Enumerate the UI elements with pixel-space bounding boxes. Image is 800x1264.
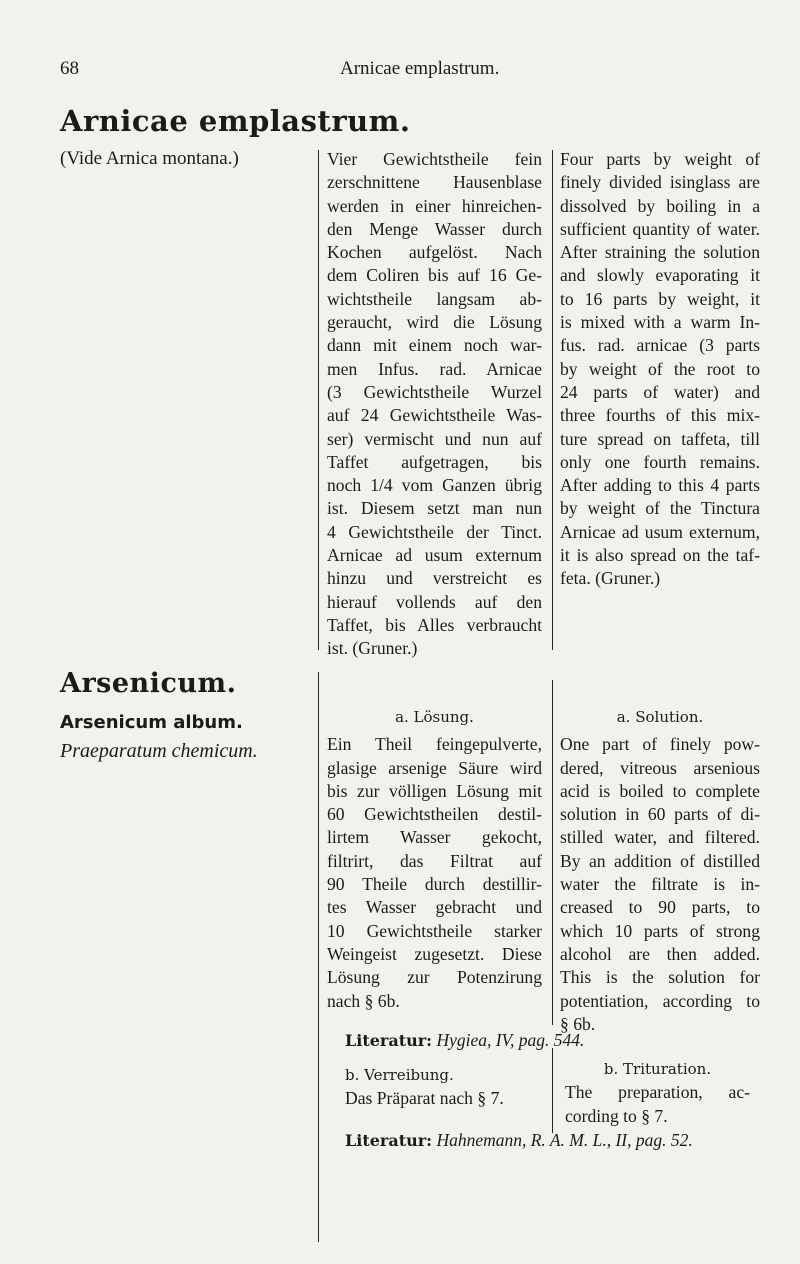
german-arnicae-line: (3 Gewichtstheile Wurzel: [327, 381, 542, 402]
english-solution-line: potentiation, according to: [560, 990, 760, 1011]
english-arnicae-line: only one fourth remains.: [560, 451, 760, 472]
german-solution-line: tes Wasser gebracht und: [327, 897, 542, 918]
english-arnicae-line: by weight of the Tinctura: [560, 498, 760, 519]
german-arnicae-line: men Infus. rad. Arnicae: [327, 358, 542, 379]
english-arnicae-line: fus. rad. arnicae (3 parts: [560, 335, 760, 356]
english-arnicae-line: dissolved by boiling in a: [560, 195, 760, 216]
german-arnicae-line: 4 Gewichtstheile der Tinct.: [327, 521, 542, 542]
german-arnicae-line: dem Coliren bis auf 16 Ge-: [327, 265, 542, 286]
english-arnicae-line: After straining the solution: [560, 242, 760, 263]
german-solution-line: nach § 6b.: [327, 990, 400, 1011]
english-arnicae-line: feta. (Gruner.): [560, 568, 661, 589]
english-arnicae-line: sufficient quantity of water.: [560, 218, 760, 239]
literature-2-label: Literatur:: [345, 1131, 433, 1150]
german-arnicae-line: hinzu und verstreicht es: [327, 568, 542, 589]
english-solution-line: By an addition of distilled: [560, 850, 760, 871]
english-arnicae-line: and slowly evaporating it: [560, 265, 760, 286]
german-solution-line: Lösung zur Potenzirung: [327, 967, 542, 988]
german-arnicae-line: wichtstheile langsam ab-: [327, 288, 542, 309]
column-divider-left-1: [318, 150, 319, 650]
subtitle-praeparatum: Praeparatum chemicum.: [60, 740, 258, 762]
german-solution-line: 10 Gewichtstheile starker: [327, 920, 542, 941]
english-trituration-line: The preparation, ac-: [565, 1082, 750, 1103]
subtitle-arsenicum-album: Arsenicum album.: [60, 712, 243, 733]
english-arnicae-line: Arnicae ad usum externum,: [560, 521, 760, 542]
english-solution-line: solution in 60 parts of di-: [560, 804, 760, 825]
column-divider-right-1: [552, 150, 553, 650]
column-divider-right-2: [552, 680, 553, 1025]
german-arnicae-line: Arnicae ad usum externum: [327, 545, 542, 566]
german-arnicae-line: Taffet aufgetragen, bis: [327, 451, 542, 472]
german-arnicae-line: den Menge Wasser durch: [327, 218, 542, 239]
english-arnicae-line: Four parts by weight of: [560, 149, 760, 169]
german-arnicae-line: werden in einer hinreichen-: [327, 195, 542, 216]
german-solution-body: [327, 733, 542, 1013]
see-also-note: (Vide Arnica montana.): [60, 148, 239, 169]
german-solution-line: 60 Gewichtstheilen destil-: [327, 804, 542, 825]
literature-1-label: Literatur:: [345, 1031, 433, 1050]
german-solution-line: Weingeist zugesetzt. Diese: [327, 943, 542, 964]
literature-2-ref: Hahnemann, R. A. M. L., II, pag. 52.: [436, 1130, 693, 1150]
column-divider-trit: [552, 1048, 553, 1133]
german-text-arnicae: [327, 148, 542, 661]
trituration-de: [345, 1064, 545, 1111]
german-solution-line: bis zur völligen Lösung mit: [327, 780, 542, 801]
english-solution-body: [560, 733, 760, 1036]
english-arnicae-line: finely divided isinglass are: [560, 172, 760, 193]
english-solution-line: creased to 90 parts, to: [560, 897, 760, 918]
english-solution-line: One part of finely pow-: [560, 734, 760, 755]
german-arnicae-line: noch 1/4 vom Ganzen übrig: [327, 475, 542, 496]
german-solution-line: Ein Theil feingepulverte,: [327, 734, 542, 755]
german-arnicae-line: hierauf vollends auf den: [327, 591, 542, 612]
german-arnicae-line: auf 24 Gewichtstheile Was-: [327, 405, 542, 426]
english-solution-line: water the filtrate is in-: [560, 874, 760, 895]
english-solution-line: stilled water, and filtered.: [560, 827, 760, 848]
trituration-de-head: b. Verreibung.: [345, 1066, 454, 1084]
literature-1: [345, 1030, 584, 1051]
german-arnicae-line: dann mit einem noch war-: [327, 335, 542, 356]
german-arnicae-line: ist. (Gruner.): [327, 638, 418, 659]
english-arnicae-line: three fourths of this mix-: [560, 405, 760, 426]
column-divider-left-2: [318, 672, 319, 1242]
english-solution-line: § 6b.: [560, 1013, 596, 1034]
german-arnicae-line: ist. Diesem setzt man nun: [327, 498, 542, 519]
german-solution-line: glasige arsenige Säure wird: [327, 757, 542, 778]
english-arnicae-line: to 16 parts by weight, it: [560, 288, 760, 309]
german-solution-head: a. Lösung.: [395, 708, 474, 726]
english-arnicae-line: 24 parts of water) and: [560, 381, 760, 402]
english-solution: [560, 706, 760, 1036]
running-title: Arnicae emplastrum.: [340, 58, 500, 79]
english-solution-line: This is the solution for: [560, 967, 760, 988]
english-solution-line: which 10 parts of strong: [560, 920, 760, 941]
german-arnicae-line: ser) vermischt und nun auf: [327, 428, 542, 449]
english-arnicae-line: it is also spread on the taf-: [560, 545, 760, 566]
german-arnicae-line: Kochen aufgelöst. Nach: [327, 242, 542, 263]
trituration-de-text: Das Präparat nach § 7.: [345, 1088, 504, 1109]
english-solution-line: dered, vitreous arsenious: [560, 757, 760, 778]
trituration-en: [565, 1058, 750, 1128]
german-solution-line: filtrirt, das Filtrat auf: [327, 850, 542, 871]
literature-2: [345, 1130, 693, 1151]
trituration-en-head: b. Trituration.: [603, 1060, 712, 1078]
german-arnicae-line: geraucht, wird die Lösung: [327, 312, 542, 333]
section-title-arsenicum: Arsenicum.: [60, 668, 237, 699]
german-arnicae-line: zerschnittene Hausenblase: [327, 172, 542, 193]
german-solution: [327, 706, 542, 1013]
english-solution-line: alcohol are then added.: [560, 943, 760, 964]
german-arnicae-line: Taffet, bis Alles verbraucht: [327, 614, 542, 635]
german-arnicae-line: Vier Gewichtstheile fein: [327, 149, 542, 169]
english-arnicae-line: ture spread on taffeta, till: [560, 428, 760, 449]
english-arnicae-line: is mixed with a warm In-: [560, 312, 760, 333]
english-arnicae-line: by weight of the root to: [560, 358, 760, 379]
english-trituration-line: cording to § 7.: [565, 1105, 668, 1126]
trituration-en-text: [565, 1081, 750, 1128]
english-text-arnicae: [560, 148, 760, 591]
english-solution-line: acid is boiled to complete: [560, 780, 760, 801]
english-arnicae-line: After adding to this 4 parts: [560, 475, 760, 496]
german-solution-line: 90 Theile durch destillir-: [327, 874, 542, 895]
section-title-arnicae: Arnicae emplastrum.: [60, 104, 411, 138]
german-solution-line: lirtem Wasser gekocht,: [327, 827, 542, 848]
english-solution-head: a. Solution.: [616, 708, 704, 726]
literature-1-ref: Hygiea, IV, pag. 544.: [436, 1030, 585, 1050]
page-number: 68: [60, 58, 79, 79]
